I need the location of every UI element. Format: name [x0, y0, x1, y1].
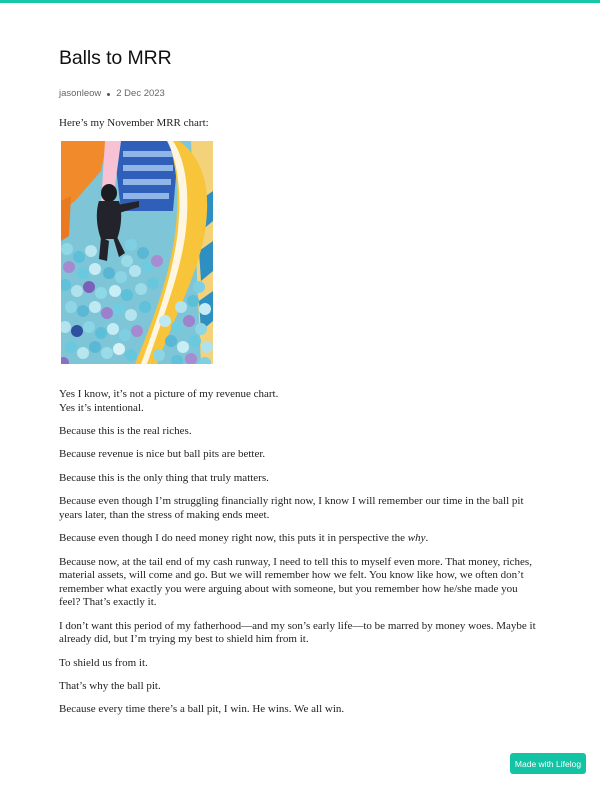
paragraph — [59, 388, 541, 415]
ball-pit-photo — [61, 141, 213, 364]
paragraph: Because even though I’m struggling financially right now, I know I will remember our time in the ball pit years later, than the stress of making ends meet. — [59, 495, 524, 521]
made-with-lifelog-button[interactable]: Made with Lifelog — [510, 753, 586, 774]
paragraph-text: Because even though I do need money right now, this puts it in perspective the — [59, 532, 408, 545]
post-date: 2 Dec 2023 — [116, 88, 165, 99]
separator-dot-icon — [107, 93, 110, 96]
emphasis-text: why — [407, 532, 426, 545]
paragraph — [59, 532, 541, 546]
paragraph: Because this is the only thing that truly matters. — [59, 471, 269, 484]
paragraph: I don’t want this period of my fatherhood—and my son’s early life—to be marred by money woes. Maybe it already did, but I’m trying my best to shield him from it. — [59, 619, 536, 646]
post-title: Balls to MRR — [59, 47, 172, 69]
paragraph: Because every time there’s a ball pit, I win. He wins. We all win. — [59, 703, 345, 716]
paragraph: Because revenue is nice but ball pits are better. — [59, 448, 266, 461]
paragraph-line: Yes I know, it’s not a picture of my revenue chart. — [59, 388, 279, 400]
post-body — [59, 388, 541, 717]
post-meta — [59, 88, 541, 100]
paragraph-text: . — [425, 532, 429, 545]
post-article — [59, 46, 541, 727]
paragraph: Because this is the real riches. — [59, 424, 192, 437]
paragraph: Because now, at the tail end of my cash runway, I need to tell this to myself even more. That money, riches, material assets, will come and go. But we will remember how we felt. You know like how, we often don’t remember what exactly you were arguing about with someone, but you remember how he/she made you feel? That’s exactly it. — [59, 555, 532, 609]
intro-text: Here’s my November MRR chart: — [59, 117, 209, 129]
paragraph-line: Yes it’s intentional. — [59, 401, 144, 414]
paragraph: To shield us from it. — [59, 656, 148, 669]
top-accent-bar — [0, 0, 600, 3]
author-link[interactable]: jasonleow — [59, 88, 102, 99]
paragraph: That’s why the ball pit. — [59, 680, 161, 693]
